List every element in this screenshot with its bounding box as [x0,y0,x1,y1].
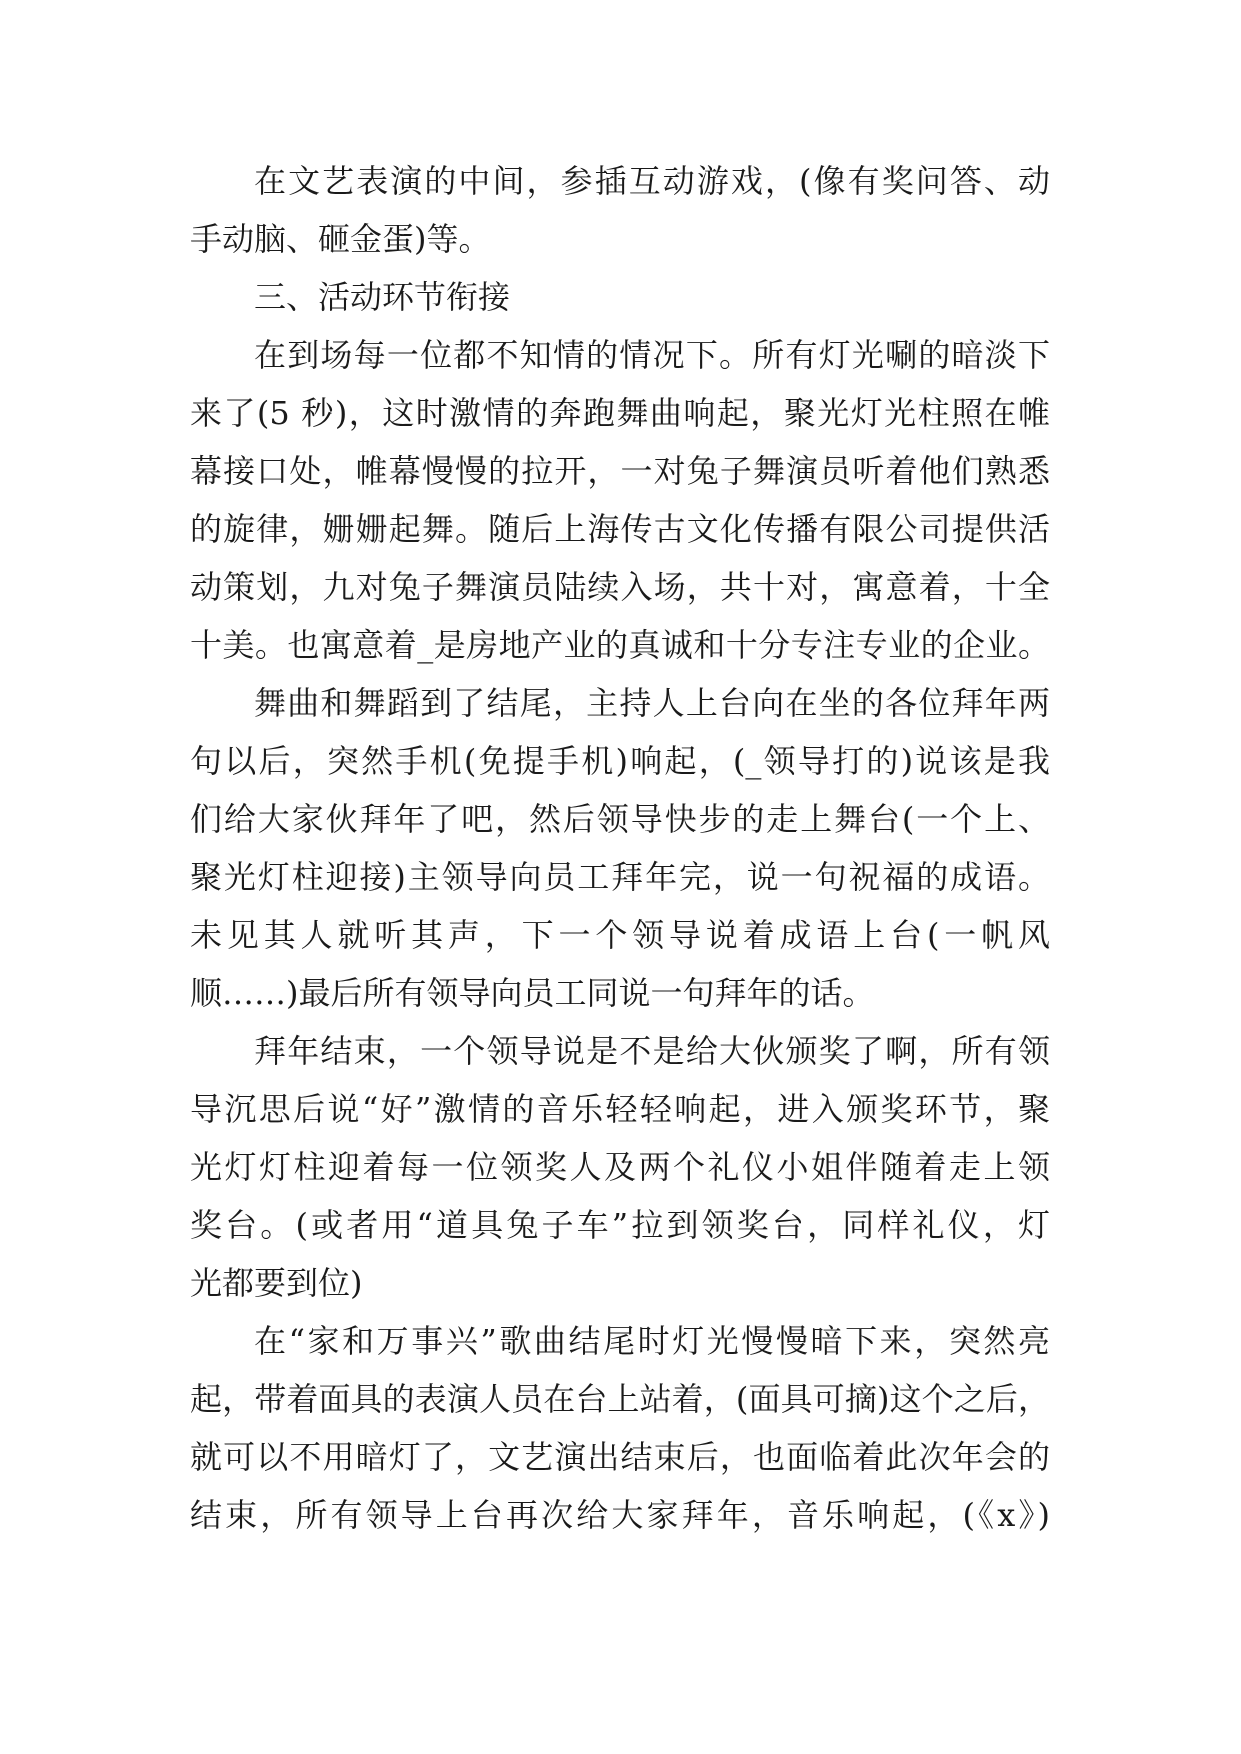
text-line: 在“家和万事兴”歌曲结尾时灯光慢慢暗下来，突然亮 [254,1322,1050,1360]
text-line: 奖台。(或者用“道具兔子车”拉到领奖台，同样礼仪，灯 [190,1206,1050,1244]
document-body [190,152,1050,1544]
text-line: 就可以不用暗灯了，文艺演出结束后，也面临着此次年会的 [190,1438,1050,1476]
text-line: 导沉思后说“好”激情的音乐轻轻响起，进入颁奖环节，聚 [190,1090,1050,1128]
text-line: 手动脑、砸金蛋)等。 [190,220,491,258]
text-line: 幕接口处，帷幕慢慢的拉开，一对兔子舞演员听着他们熟悉 [190,452,1050,490]
text-line: 结束，所有领导上台再次给大家拜年，音乐响起，(《x》) [190,1496,1050,1534]
text-line: 在到场每一位都不知情的情况下。所有灯光唰的暗淡下 [254,336,1050,374]
text-line: 未见其人就听其声，下一个领导说着成语上台(一帆风 [190,916,1050,954]
text-line: 拜年结束，一个领导说是不是给大伙颁奖了啊，所有领 [254,1032,1050,1070]
text-line: 起，带着面具的表演人员在台上站着，(面具可摘)这个之后， [190,1380,1050,1418]
text-line: 来了(5 秒)，这时激情的奔跑舞曲响起，聚光灯光柱照在帷 [190,394,1050,432]
text-line: 舞曲和舞蹈到了结尾，主持人上台向在坐的各位拜年两 [254,684,1050,722]
text-line: 三、活动环节衔接 [254,278,511,316]
text-line: 动策划，九对兔子舞演员陆续入场，共十对，寓意着，十全 [190,568,1050,606]
text-line: 的旋律，姗姗起舞。随后上海传古文化传播有限公司提供活 [190,510,1050,548]
text-line: 十美。也寓意着_是房地产业的真诚和十分专注专业的企业。 [190,626,1050,664]
text-line: 聚光灯柱迎接)主领导向员工拜年完，说一句祝福的成语。 [190,858,1050,896]
text-line: 们给大家伙拜年了吧，然后领导快步的走上舞台(一个上、 [190,800,1050,838]
text-line: 顺……)最后所有领导向员工同说一句拜年的话。 [190,974,875,1012]
text-line: 在文艺表演的中间，参插互动游戏，(像有奖问答、动 [254,162,1050,200]
text-line: 光都要到位) [190,1264,363,1302]
text-line: 句以后，突然手机(免提手机)响起，(_领导打的)说该是我 [190,742,1050,780]
text-line: 光灯灯柱迎着每一位领奖人及两个礼仪小姐伴随着走上领 [190,1148,1050,1186]
